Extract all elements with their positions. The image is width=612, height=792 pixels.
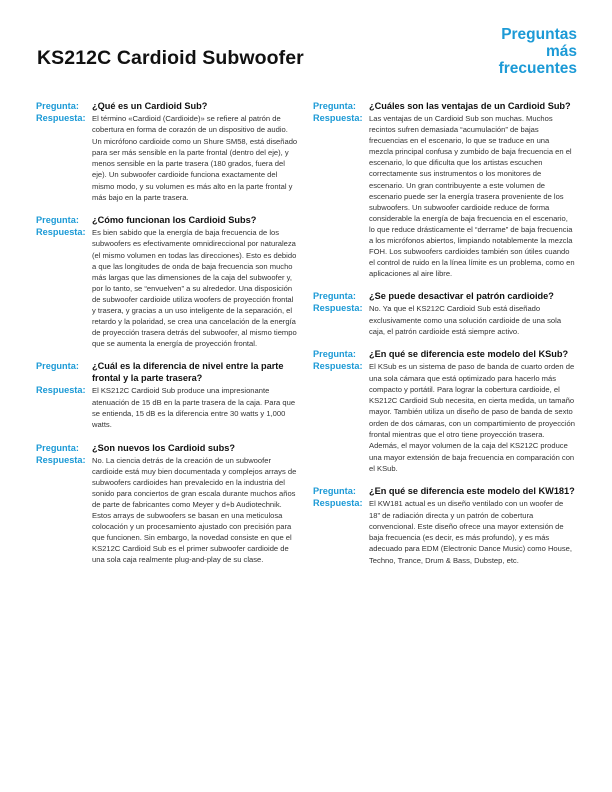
question-text: ¿Cómo funcionan los Cardioid Subs? xyxy=(92,215,257,226)
answer-text: El término «Cardioid (Cardioide)» se refiere al patrón de cobertura en forma de corazón de un dispositivo de audio. Un micrófono cardioide como un Shure SM58, está diseñado para ser más sensible en la parte frontal (dentro del eje), y menos sensible en la parte trasera (180 grados, fuera del eje). Un subwoofer cardioide funciona exactamente del mismo modo, y su volumen es más alto en la parte frontal y más bajo en la parte trasera. xyxy=(92,114,298,203)
question-label: Pregunta: xyxy=(36,215,79,226)
page-title: KS212C Cardioid Subwoofer xyxy=(37,47,304,69)
answer-text: Es bien sabido que la energía de baja frecuencia de los subwoofers es efectivamente omnidireccional por naturaleza (el mismo volumen en todas las direcciones). Esto es debido a que las longitudes de onda de baja frecuencia son mucho más largas que las dimensiones de la caja del subwoofer y, por lo tanto, se “envuelven” a su alrededor. Una disposición de subwoofer cardioide utiliza woofers de proyección frontal y trasera, y gracias a un uso inteligente de la separación, el retardo y la polaridad, se crea una cancelación de la energía de proyección trasera detrás del subwoofer, al mismo tiempo que se aumenta la energía de proyección frontal. xyxy=(92,228,297,349)
faq-column-right xyxy=(313,100,575,577)
faq-item xyxy=(36,360,298,430)
question-label: Pregunta: xyxy=(36,361,79,372)
section-title xyxy=(437,26,577,77)
answer-label: Respuesta: xyxy=(36,454,86,465)
question-label: Pregunta: xyxy=(313,101,356,111)
answer-text: Las ventajas de un Cardioid Sub son muchas. Muchos recintos sufren demasiada “acumulación” de bajas frecuencias en el escenario, lo que se traduce en una mezcla principal confusa y zumbido de baja frecuencia en el escenario, lo que dificulta que los artistas escuchen correctamente sus instrumentos o los monitores de escenario. Un gran contribuyente a este volumen de escenario puede ser la energía trasera proveniente de los subwoofers. Un subwoofer cardioide reduce de forma considerable la energía de baja frecuencia en el escenario, lo que reduce drásticamente el “derrame” de baja frecuencia a los micrófonos abiertos, limpiando notablemente la mezcla FOH. Los subwoofers cardioides también son útiles cuando el control de ruido en la línea límite es un problema, como en aplicaciones al aire libre. xyxy=(369,114,575,279)
question-label: Pregunta: xyxy=(313,349,356,360)
answer-label: Respuesta: xyxy=(313,361,363,372)
question-text: ¿Son nuevos los Cardioid subs? xyxy=(92,442,235,453)
faq-column-left xyxy=(36,100,298,577)
question-text: ¿Qué es un Cardioid Sub? xyxy=(92,101,208,111)
section-title-line: más xyxy=(545,43,577,60)
question-label: Pregunta: xyxy=(313,291,356,302)
answer-text: El KSub es un sistema de paso de banda de cuarto orden de una sola cámara que está optimizado para hacerlo más compacto y portátil. Para lograr la cobertura cardioide, el KS212C Cardioid Sub necesita, en cierta medida, un tamaño mayor. También utiliza un diseño de paso de banda de sexto orden de dos cámaras, con un compartimiento de proyección frontal mientras que el otro tiene proyección trasera. Además, el mayor volumen de la caja del KS212C produce una mayor extensión de baja frecuencia en comparación con el KSub. xyxy=(369,362,575,473)
answer-label: Respuesta: xyxy=(313,303,363,314)
faq-item xyxy=(36,100,298,203)
faq-item xyxy=(36,214,298,349)
question-text: ¿Cuál es la diferencia de nivel entre la parte frontal y la parte trasera? xyxy=(92,361,284,384)
question-label: Pregunta: xyxy=(313,486,356,497)
answer-label: Respuesta: xyxy=(313,113,363,123)
question-label: Pregunta: xyxy=(36,101,79,111)
section-title-line: frecuentes xyxy=(498,60,577,77)
faq-item xyxy=(36,442,298,566)
answer-text: El KS212C Cardioid Sub produce una impresionante atenuación de 15 dB en la parte trasera de la caja. Para que se entienda, 15 dB es la diferencia entre 30 watts y 1,000 watts. xyxy=(92,386,296,430)
question-text: ¿Cuáles son las ventajas de un Cardioid Sub? xyxy=(369,101,571,111)
answer-label: Respuesta: xyxy=(36,113,86,123)
answer-text: No. La ciencia detrás de la creación de un subwoofer cardioide está muy bien documentada y complejos arrays de subwoofers cardioides han prevalecido en la industria del sonido para conciertos de gran escala durante muchos años de parte de fabricantes como Meyer y d+b Audiotechnik. Estos arrays de subwoofers se basan en una meticulosa colocación y un procesamiento ajustado con precisión para que funcionen. Sin embargo, la novedad consiste en que el KS212C Cardioid Sub es el primer subwoofer cardioide de una sola caja realmente plug-and-play de su clase. xyxy=(92,455,297,565)
question-text: ¿Se puede desactivar el patrón cardioide? xyxy=(369,291,554,302)
answer-label: Respuesta: xyxy=(36,385,86,396)
faq-item xyxy=(313,485,575,566)
section-title-line: Preguntas xyxy=(501,26,577,43)
faq-item xyxy=(313,348,575,474)
faq-item xyxy=(313,100,575,279)
answer-label: Respuesta: xyxy=(313,498,363,509)
faq-item xyxy=(313,290,575,337)
question-label: Pregunta: xyxy=(36,442,79,453)
question-text: ¿En qué se diferencia este modelo del KW181? xyxy=(369,486,575,497)
question-text: ¿En qué se diferencia este modelo del KSub? xyxy=(369,349,569,360)
answer-label: Respuesta: xyxy=(36,227,86,238)
answer-text: No. Ya que el KS212C Cardioid Sub está diseñado exclusivamente como una solución cardioide de una sola caja, el patrón cardioide está siempre activo. xyxy=(369,304,562,336)
answer-text: El KW181 actual es un diseño ventilado con un woofer de 18” de radiación directa y un patrón de cobertura convencional. Este diseño ofrece una mayor extensión de baja frecuencia (es decir, es más profundo), y es más adecuado para EDM (Electronic Dance Music) como House, Techno, Trance, Drum & Bass, Dubstep, etc. xyxy=(369,499,573,565)
